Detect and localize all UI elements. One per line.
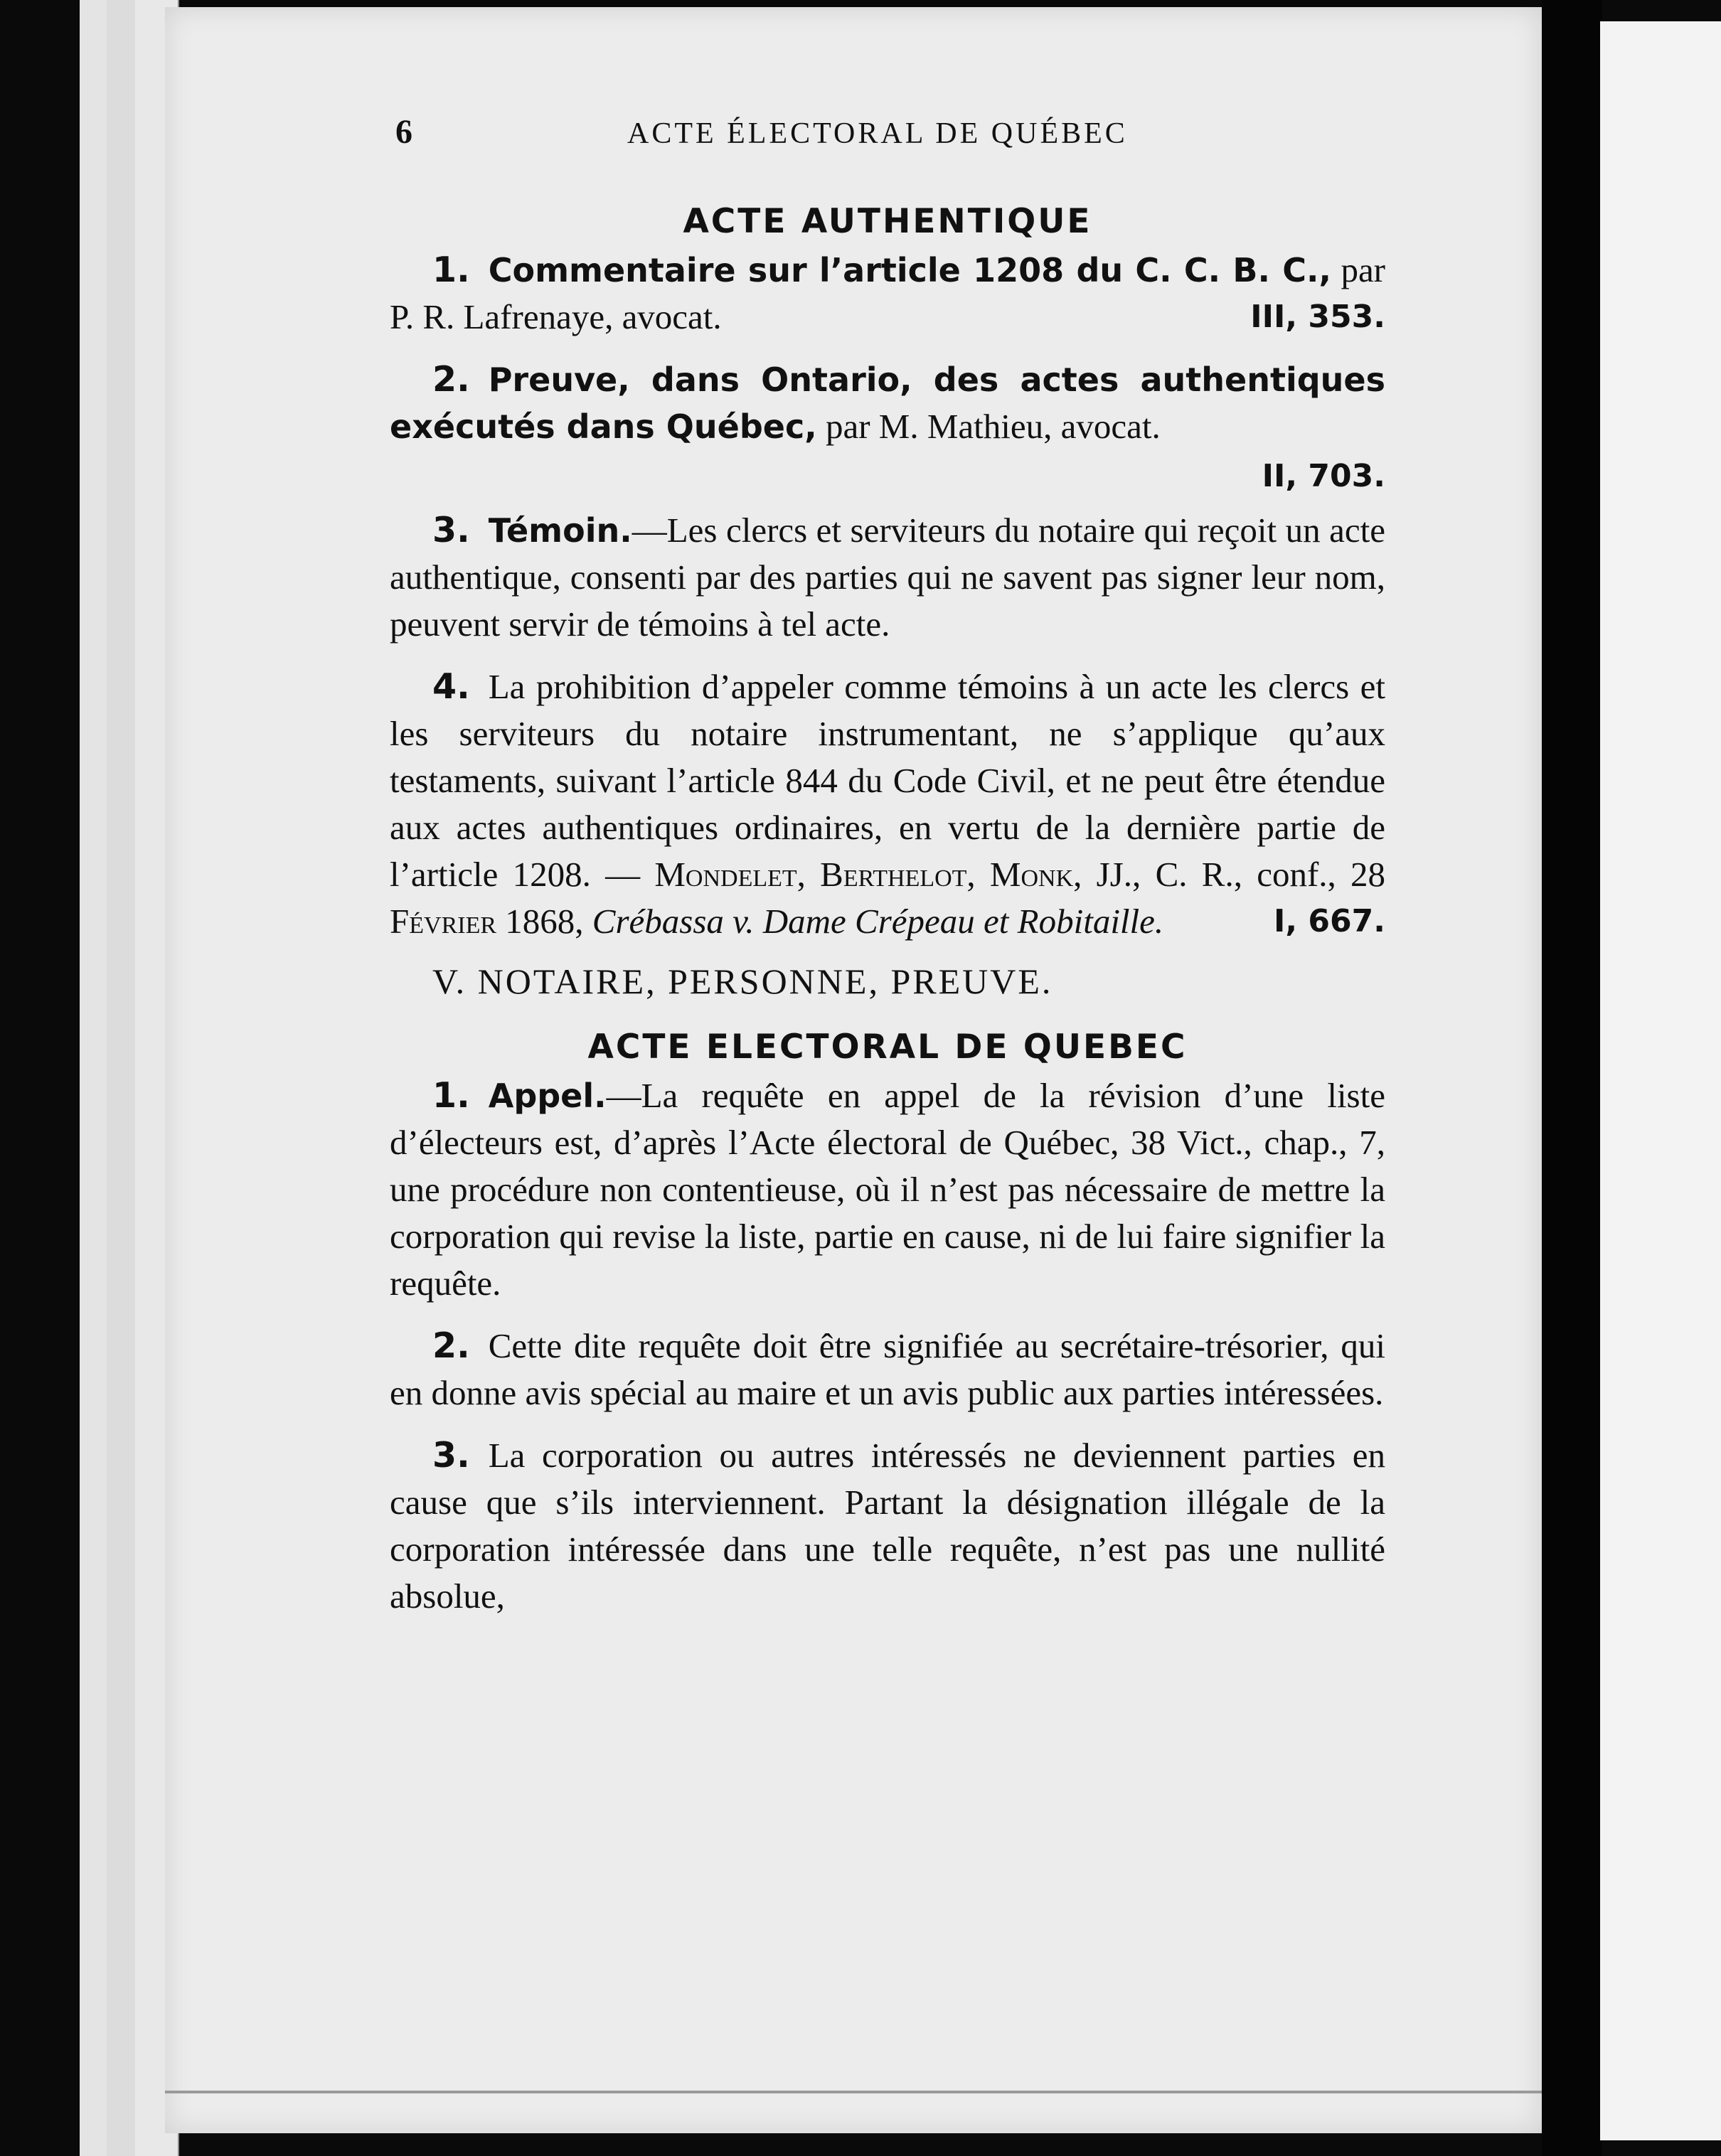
entry-text: La prohibition d’appeler comme témoins à un acte les clercs et les serviteurs du notaire instrumentant, ne s’applique qu’aux testaments, suivant l’article 844 du Code Civil, et ne peut être étendue aux actes authentiques ordinaires, en vertu de la dernière partie de l’article 1208. — xyxy=(390,667,1385,894)
entry-text: La corporation ou autres intéressés ne deviennent parties en cause que s’ils interviennent. Partant la désignation illégale de la corporation intéressée dans une telle requête, n’est pas une nullité absolue, xyxy=(390,1436,1385,1616)
facing-page xyxy=(1600,21,1721,2140)
entry-title: Appel. xyxy=(488,1077,607,1115)
entry-title: Commentaire sur l’article 1208 du C. C. B. C., xyxy=(488,251,1331,289)
entry-number: 3. xyxy=(432,1435,470,1475)
entry-text: Cette dite requête doit être signifiée au secrétaire-trésorier, qui en donne avis spécial au maire et un avis public aux parties intéressées. xyxy=(390,1326,1385,1412)
page-header xyxy=(395,112,1348,155)
entry xyxy=(390,1432,1385,1620)
entry-number: 4. xyxy=(432,666,470,707)
entry-text: —Les clercs et serviteurs du notaire qui reçoit un acte authentique, consenti par des parties qui ne savent pas signer leur nom, peuvent servir de témoins à tel acte. xyxy=(390,511,1385,644)
entry-number: 3. xyxy=(432,510,470,550)
page-bottom-edge xyxy=(165,2091,1542,2093)
volume-reference: III, 353. xyxy=(1250,299,1385,335)
entry xyxy=(390,663,1385,945)
court: C. R., conf., 28 xyxy=(1155,855,1386,894)
entry-text: —La requête en appel de la révision d’une liste d’électeurs est, d’après l’Acte électoral de Québec, 38 Vict., chap., 7, une procédure non contentieuse, où il n’est pas nécessaire de mettre la corporation qui revise la liste, partie en cause, ni de lui faire signifier la requête. xyxy=(390,1076,1385,1303)
entry xyxy=(390,1323,1385,1416)
entry-number: 1. xyxy=(432,250,470,290)
case-name: Crébassa v. Dame Crépeau et Robitaille. xyxy=(592,902,1164,941)
entry-text: par M. Mathieu, avocat. xyxy=(825,407,1161,446)
entry xyxy=(390,247,1385,341)
date-year: 1868, xyxy=(505,902,584,941)
volume-reference: II, 703. xyxy=(1262,458,1385,494)
entry xyxy=(390,507,1385,648)
running-title: ACTE ÉLECTORAL DE QUÉBEC xyxy=(627,117,1128,150)
entry-number: 2. xyxy=(432,359,470,400)
book-gutter xyxy=(1542,0,1602,2156)
cross-reference: V. NOTAIRE, PERSONNE, PREUVE. xyxy=(432,961,1053,1001)
judges: Mondelet, Berthelot, Monk, JJ., xyxy=(654,855,1141,894)
date-month: Février xyxy=(390,902,497,941)
entry-text: par P. R. Lafrenaye, avocat. xyxy=(390,250,1386,336)
section-heading: ACTE AUTHENTIQUE xyxy=(683,202,1092,241)
volume-reference: I, 667. xyxy=(1274,903,1385,939)
entry xyxy=(390,1072,1385,1307)
entry-number: 1. xyxy=(432,1075,470,1116)
entry-title: Preuve, dans Ontario, des actes authentiques exécutés dans Québec, xyxy=(390,361,1385,446)
section-heading: ACTE ELECTORAL DE QUEBEC xyxy=(587,1028,1188,1067)
page-number: 6 xyxy=(395,113,415,151)
entry-title: Témoin. xyxy=(488,511,632,550)
entry xyxy=(390,356,1385,450)
entry-number: 2. xyxy=(432,1325,470,1366)
page-content xyxy=(390,192,1385,1635)
